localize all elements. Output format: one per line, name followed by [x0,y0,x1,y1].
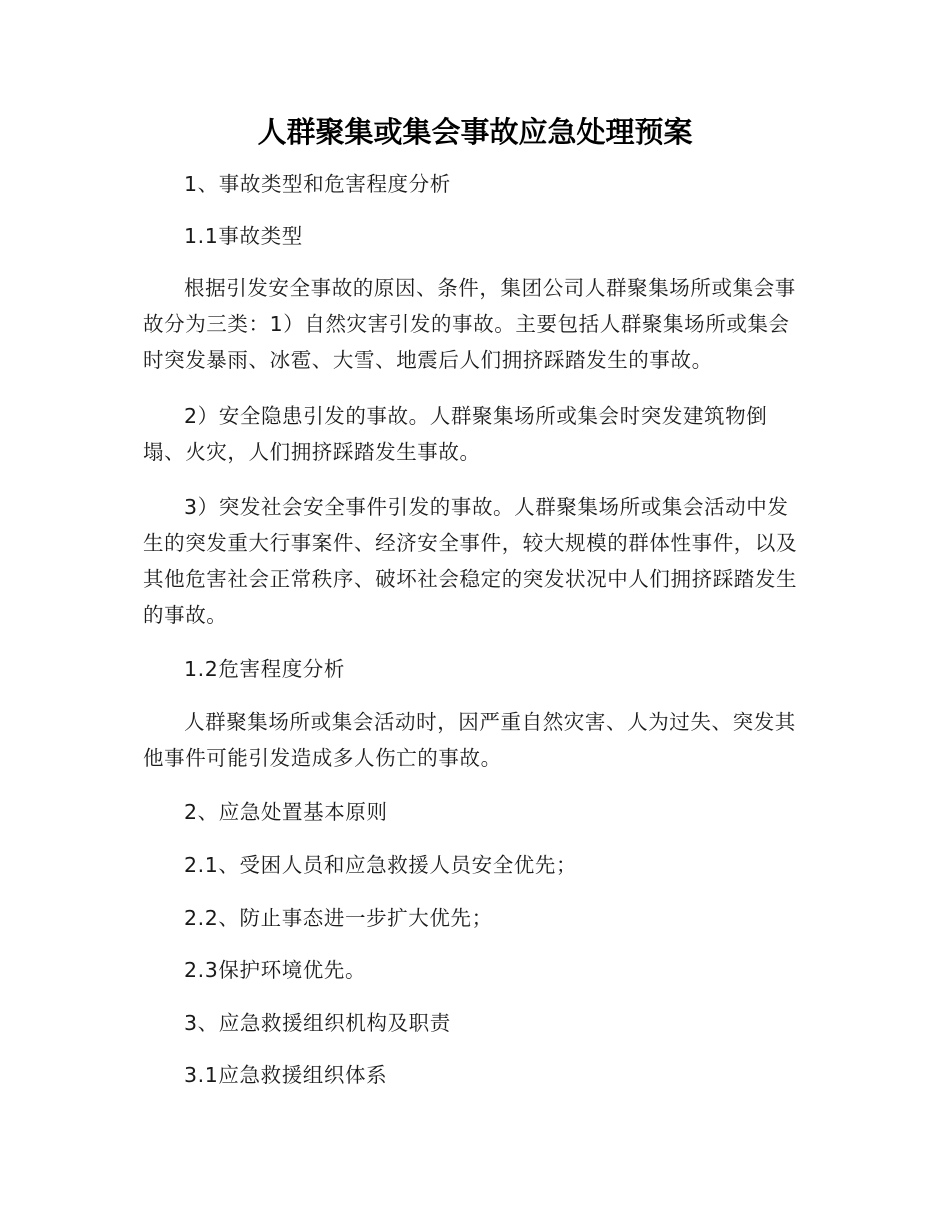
section-heading-1: 1、事故类型和危害程度分析 [184,172,451,196]
section-heading-1-2: 1.2危害程度分析 [184,657,346,681]
document-title: 人群聚集或集会事故应急处理预案 [257,115,693,149]
principle-2-1: 2.1、受困人员和应急救援人员安全优先； [184,853,578,877]
principle-2-3: 2.3保护环境优先。 [184,958,367,982]
paragraph-hazard-analysis: 人群聚集场所或集会活动时，因严重自然灾害、人为过失、突发其他事件可能引发造成多人伤亡的事故。 [143,710,796,770]
section-heading-3-1: 3.1应急救援组织体系 [184,1063,388,1087]
paragraph-accident-categories: 根据引发安全事故的原因、条件，集团公司人群聚集场所或集会事故分为三类：1）自然灾害引发的事故。主要包括人群聚集场所或集会时突发暴雨、冰雹、大雪、地震后人们拥挤踩踏发生的事故。 [143,276,796,372]
section-heading-1-1: 1.1事故类型 [184,224,303,248]
principle-2-2: 2.2、防止事态进一步扩大优先； [184,906,493,930]
paragraph-hazard-accidents: 2）安全隐患引发的事故。人群聚集场所或集会时突发建筑物倒塌、火灾，人们拥挤踩踏发生事故。 [143,404,768,464]
section-heading-3: 3、应急救援组织机构及职责 [184,1011,451,1035]
paragraph-social-security-events: 3）突发社会安全事件引发的事故。人群聚集场所或集会活动中发生的突发重大行事案件、经济安全事件，较大规模的群体性事件，以及其他危害社会正常秩序、破坏社会稳定的突发状况中人们拥挤踩踏发生的事故。 [143,495,798,627]
section-heading-2: 2、应急处置基本原则 [184,800,388,824]
